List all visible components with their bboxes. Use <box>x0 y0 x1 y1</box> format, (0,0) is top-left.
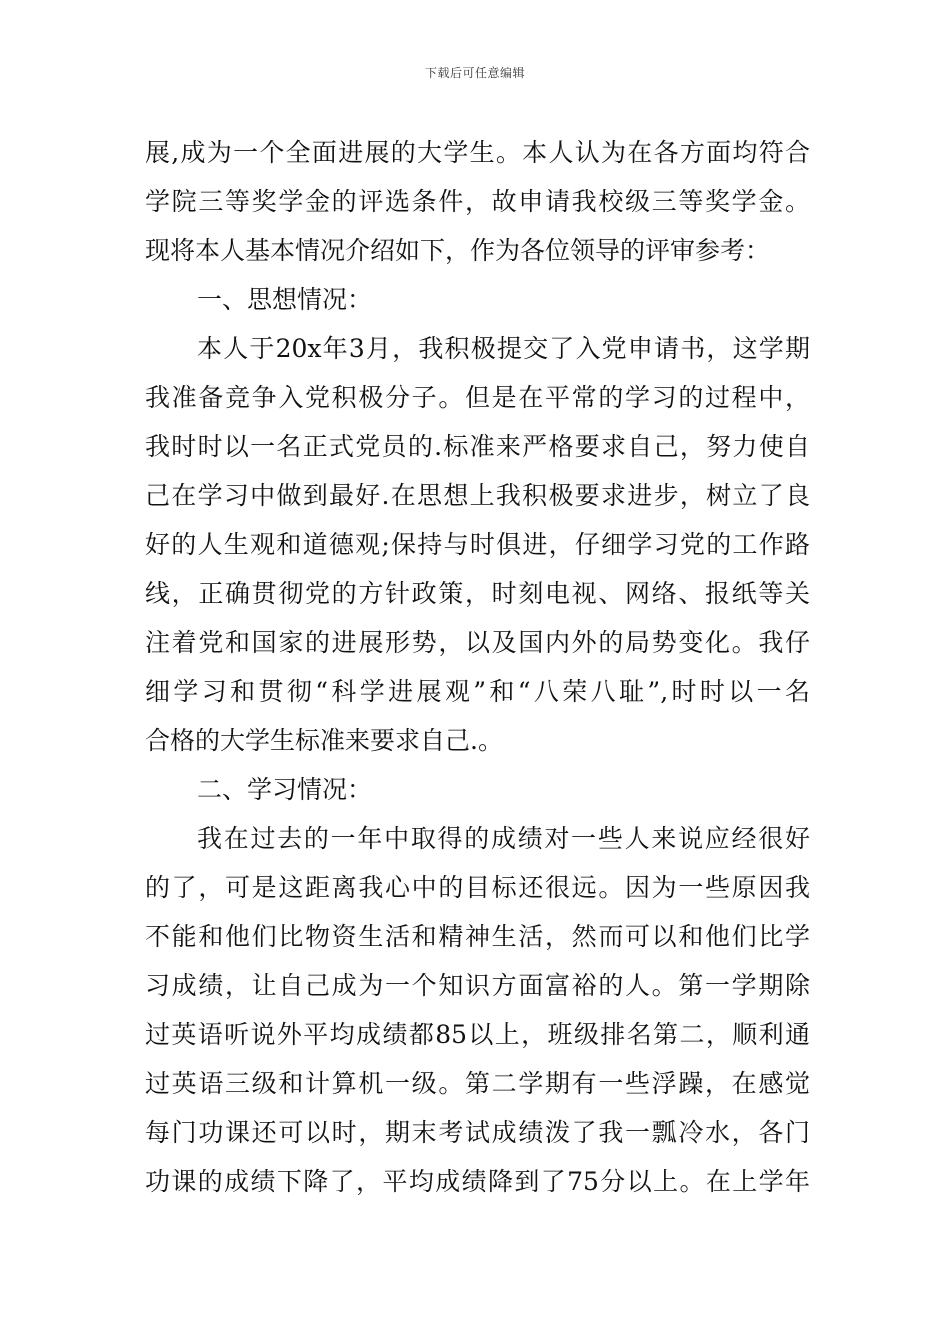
section-heading-thought <box>145 275 810 324</box>
text-line: 过英语听说外平均成绩都85以上，班级排名第二，顺利通 <box>145 1020 810 1049</box>
paragraph-thought <box>145 324 810 765</box>
text-line: 我时时以一名正式党员的.标准来严格要求自己，努力使自 <box>145 432 810 461</box>
section-heading: 二、学习情况： <box>197 775 373 804</box>
text-line: 每门功课还可以时，期末考试成绩泼了我一瓢冷水，各门 <box>145 1118 810 1147</box>
text-line: 展,成为一个全面进展的大学生。本人认为在各方面均符合 <box>145 138 810 167</box>
page-header: 下载后可任意编辑 <box>424 66 525 80</box>
text-line: 习成绩，让自己成为一个知识方面富裕的人。第一学期除 <box>145 971 810 1000</box>
text-line: 线，正确贯彻党的方针政策，时刻电视、网络、报纸等关 <box>145 579 810 608</box>
text-line: 本人于20x年3月，我积极提交了入党申请书，这学期 <box>197 334 810 363</box>
text-line: 细学习和贯彻“科学进展观”和“八荣八耻”,时时以一名 <box>145 677 810 706</box>
text-line: 己在学习中做到最好.在思想上我积极要求进步，树立了良 <box>145 481 810 510</box>
text-line: 现将本人基本情况介绍如下，作为各位领导的评审参考： <box>145 236 771 265</box>
text-line: 我准备竞争入党积极分子。但是在平常的学习的过程中， <box>145 383 810 412</box>
text-line: 合格的大学生标准来要求自己.。 <box>145 726 503 755</box>
text-line: 功课的成绩下降了，平均成绩降到了75分以上。在上学年 <box>145 1167 810 1196</box>
text-line: 不能和他们比物资生活和精神生活，然而可以和他们比学 <box>145 922 810 951</box>
text-line: 过英语三级和计算机一级。第二学期有一些浮躁，在感觉 <box>145 1069 810 1098</box>
text-line: 我在过去的一年中取得的成绩对一些人来说应经很好 <box>197 824 810 853</box>
section-heading: 一、思想情况： <box>197 285 373 314</box>
text-line: 的了，可是这距离我心中的目标还很远。因为一些原因我 <box>145 873 810 902</box>
document-body <box>145 128 810 1206</box>
paragraph-study <box>145 814 810 1206</box>
text-line: 学院三等奖学金的评选条件，故申请我校级三等奖学金。 <box>145 187 810 216</box>
section-heading-study <box>145 765 810 814</box>
paragraph-intro <box>145 128 810 275</box>
text-line: 注着党和国家的进展形势，以及国内外的局势变化。我仔 <box>145 628 810 657</box>
text-line: 好的人生观和道德观;保持与时俱进，仔细学习党的工作路 <box>145 530 810 559</box>
